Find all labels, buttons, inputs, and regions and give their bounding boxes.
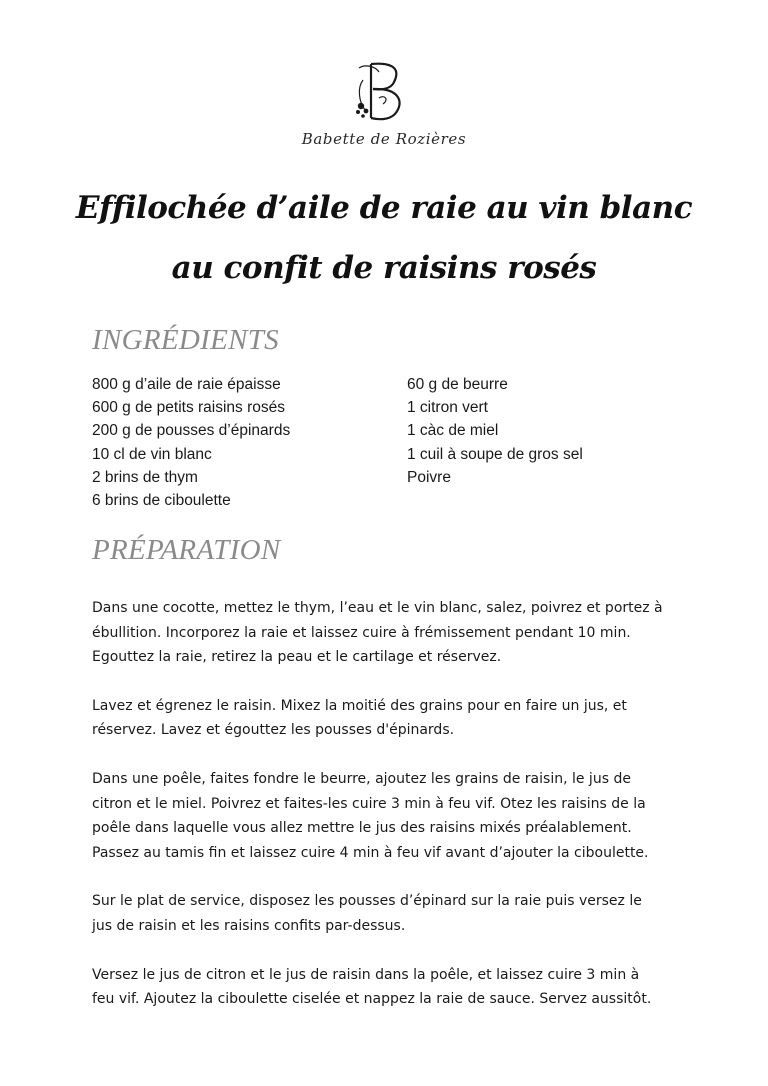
ingredient-item: 800 g d’aile de raie épaisse bbox=[92, 376, 281, 393]
ingredients-list-left bbox=[92, 373, 290, 512]
ingredient-item: Poivre bbox=[407, 468, 451, 486]
text-line: ébullition. Incorporez la raie et laissez cuire à frémissement pendant 10 min. bbox=[92, 624, 631, 641]
text-line: Egouttez la raie, retirez la peau et le cartilage et réservez. bbox=[92, 649, 502, 666]
monogram-b-icon bbox=[349, 58, 419, 126]
text-line: Passez au tamis fin et laissez cuire 4 min à feu vif avant d’ajouter la ciboulette. bbox=[92, 844, 649, 861]
brand-logo bbox=[0, 58, 768, 148]
text-line: citron et le miel. Poivrez et faites-les cuire 3 min à feu vif. Otez les raisins de la bbox=[92, 795, 646, 812]
text-line: Dans une poêle, faites fondre le beurre, ajoutez les grains de raisin, le jus de bbox=[92, 770, 631, 787]
text-line: réservez. Lavez et égouttez les pousses d'épinards. bbox=[92, 722, 455, 739]
ingredient-item: 60 g de beurre bbox=[407, 376, 508, 393]
ingredients-heading: INGRÉDIENTS bbox=[92, 324, 279, 356]
ingredients-list-right bbox=[407, 373, 583, 489]
text-line: Lavez et égrenez le raisin. Mixez la moitié des grains pour en faire un jus, et bbox=[92, 697, 627, 714]
ingredient-item: 1 cuil à soupe de gros sel bbox=[407, 445, 583, 463]
ingredient-item: 1 citron vert bbox=[407, 399, 488, 417]
ingredient-item: 600 g de petits raisins rosés bbox=[92, 399, 285, 417]
preparation-paragraph bbox=[92, 694, 692, 743]
text-line: Dans une cocotte, mettez le thym, l’eau et le vin blanc, salez, poivrez et portez à bbox=[92, 600, 663, 616]
brand-name: Babette de Rozières bbox=[301, 130, 467, 148]
preparation-steps bbox=[92, 596, 692, 1036]
preparation-paragraph bbox=[92, 963, 692, 1012]
ingredient-item: 200 g de pousses d’épinards bbox=[92, 422, 291, 440]
text-line: Versez le jus de citron et le jus de raisin dans la poêle, et laissez cuire 3 min à bbox=[92, 966, 640, 983]
text-line: poêle dans laquelle vous allez mettre le jus des raisins mixés préalablement. bbox=[92, 820, 632, 837]
text-line: Sur le plat de service, disposez les pousses d’épinard sur la raie puis versez le bbox=[92, 893, 642, 910]
preparation-paragraph bbox=[92, 889, 692, 938]
ingredient-item: 1 càc de miel bbox=[407, 422, 499, 440]
ingredient-item: 2 brins de thym bbox=[92, 468, 198, 486]
text-line: feu vif. Ajoutez la ciboulette ciselée et nappez la raie de sauce. Servez aussitôt. bbox=[92, 991, 652, 1008]
recipe-title-line-1: Effilochée d’aile de raie au vin blanc bbox=[75, 190, 693, 226]
text-line: jus de raisin et les raisins confits par-dessus. bbox=[92, 917, 406, 934]
preparation-paragraph bbox=[92, 596, 692, 670]
preparation-heading: PRÉPARATION bbox=[92, 534, 281, 566]
ingredient-item: 10 cl de vin blanc bbox=[92, 445, 212, 463]
preparation-paragraph bbox=[92, 767, 692, 865]
recipe-title-line-2: au confit de raisins rosés bbox=[171, 250, 597, 286]
ingredient-item: 6 brins de ciboulette bbox=[92, 492, 231, 510]
